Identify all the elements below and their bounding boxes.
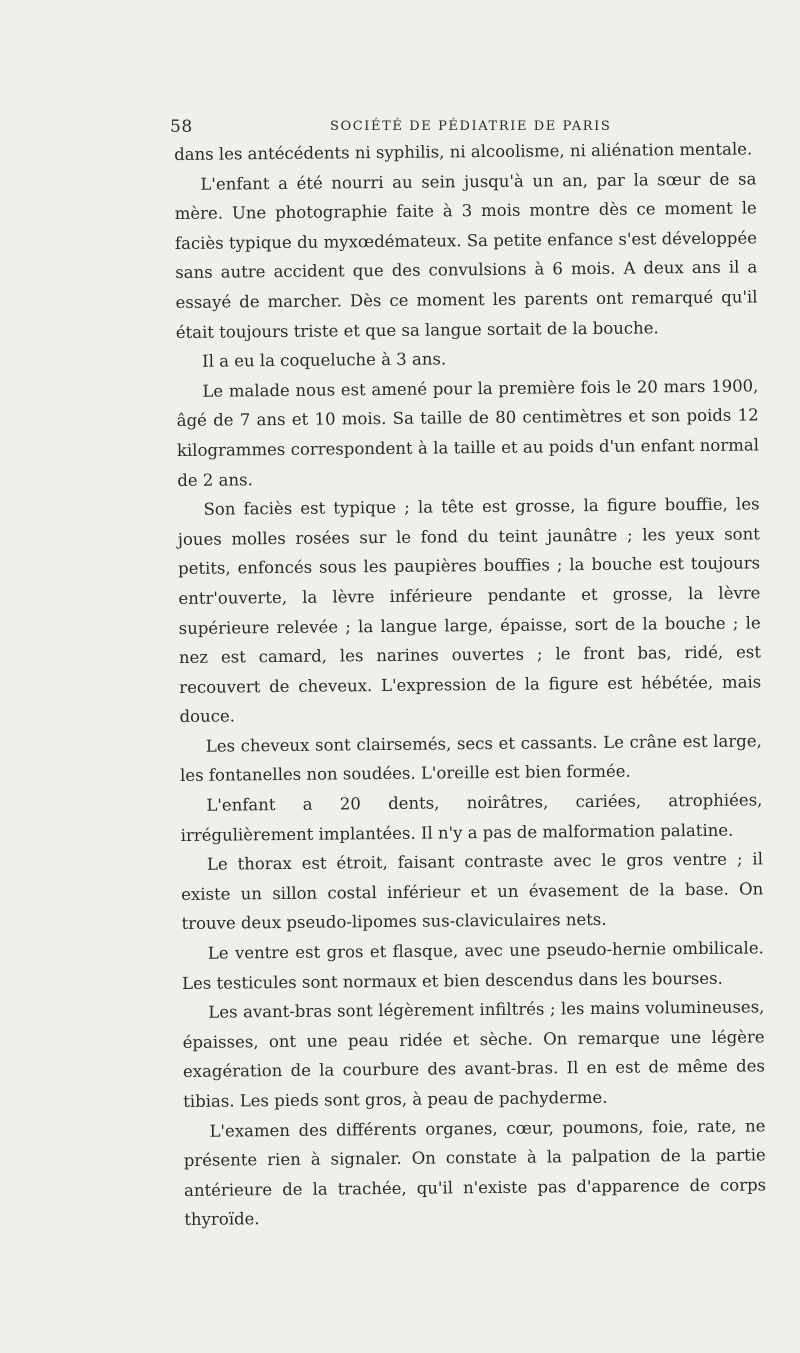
page-number: 58 [170, 117, 193, 137]
paragraph-first-visit: Le malade nous est amené pour la première fois le 20 mars 1900, âgé de 7 ans et 10 mois. Sa taille de 80 centimètres et son poids 12 kilogrammes correspondent à la taille et au poids d'un enfant normal de 2 ans. [176, 376, 760, 490]
body-text [174, 134, 766, 1235]
paragraph-hair-skull: Les cheveux sont clairsemés, secs et cassants. Le crâne est large, les fontanelles non soudées. L'oreille est bien formée. [180, 731, 762, 786]
paragraph-whooping-cough: Il a eu la coqueluche à 3 ans. [202, 349, 447, 371]
paragraph-facies: Son faciès est typique ; la tête est grosse, la figure bouffie, les joues molles rosées sur le fond du teint jaunâtre ; les yeux sont petits, enfoncés sous les paupières bouffies ; la bouche est toujours entr'ouverte, la lèvre inférieure pendante et grosse, la lèvre supérieure relevée ; la langue large, épaisse, sort de la bouche ; le nez est camard, les narines ouvertes ; le front bas, ridé, est recouvert de cheveux. L'expression de la figure est hébétée, mais douce. [177, 494, 762, 727]
paragraph-limbs: Les avant-bras sont légèrement infiltrés ; les mains volumineuses, épaisses, ont une peau ridée et sèche. On remarque une légère exagération de la courbure des avant-bras. Il en est de même des tibias. Les pieds sont gros, à peau de pachyderme. [182, 997, 766, 1111]
paragraph-family-history: dans les antécédents ni syphilis, ni alcoolisme, ni aliénation mentale. [174, 139, 753, 164]
paragraph-abdomen: Le ventre est gros et flasque, avec une pseudo-hernie ombilicale. Les testicules sont normaux et bien descendus dans les bourses. [182, 938, 764, 993]
paragraph-early-childhood: L'enfant a été nourri au sein jusqu'à un an, par la sœur de sa mère. Une photographie faite à 3 mois montre dès ce moment le faciès typique du myxœdémateux. Sa petite enfance s'est développée sans autre accident que des convulsions à 6 mois. A deux ans il a essayé de marcher. Dès ce moment les parents ont remarqué qu'il était toujours triste et que sa langue sortait de la bouche. [174, 169, 758, 342]
running-title: SOCIÉTÉ DE PÉDIATRIE DE PARIS [330, 119, 612, 134]
paragraph-organs: L'examen des différents organes, cœur, poumons, foie, rate, ne présente rien à signaler. On constate à la palpation de la partie antérieure de la trachée, qu'il n'existe pas d'apparence de corps thyroïde. [183, 1115, 767, 1230]
paragraph-teeth: L'enfant a 20 dents, noirâtres, cariées, atrophiées, irrégulièrement implantées. Il n'y a pas de malformation palatine. [180, 790, 763, 845]
paragraph-thorax: Le thorax est étroit, faisant contraste avec le gros ventre ; il existe un sillon costal inférieur et un évasement de la base. On trouve deux pseudo-lipomes sus-claviculaires nets. [181, 849, 764, 934]
